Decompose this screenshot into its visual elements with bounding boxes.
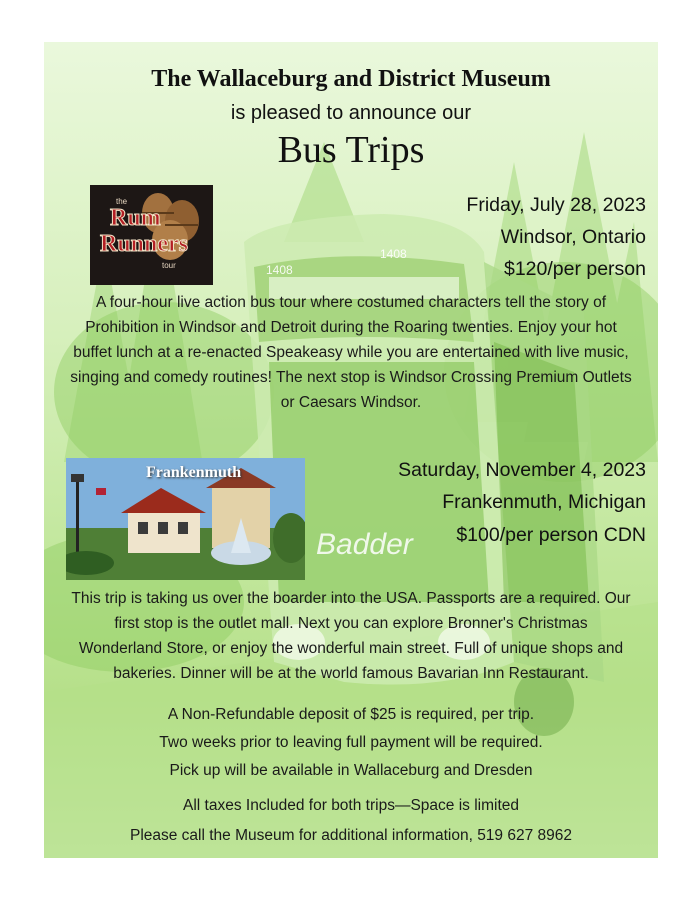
trip1-description-line: buffet lunch at a re-enacted Speakeasy while you are entertained with live music, — [73, 344, 629, 361]
pickup-note: Pick up will be available in Wallaceburg and Dresden — [169, 762, 533, 779]
trip2-place: Frankenmuth, Michigan — [442, 491, 646, 513]
announce-text: is pleased to announce our — [230, 102, 472, 124]
bus-trips-heading: Bus Trips — [277, 129, 425, 171]
frankenmuth-logo-text: Frankenmuth — [146, 464, 242, 481]
trip2-description-line: Wonderland Store, or enjoy the wonderful main street. Full of unique shops and — [78, 640, 624, 657]
trip2-description — [44, 586, 658, 686]
trip2-price: $100/per person CDN — [456, 524, 646, 546]
bus-number-right: 1408 — [380, 247, 407, 261]
trip2-description-line: This trip is taking us over the boarder into the USA. Passports are a required. Our — [71, 590, 631, 607]
bus-number-left: 1408 — [266, 263, 293, 277]
rum-logo-small-text: the — [116, 197, 128, 206]
rum-logo-line1: Rum — [110, 205, 161, 231]
trip2-date: Saturday, November 4, 2023 — [398, 459, 646, 481]
rum-logo-line2: Runners — [100, 231, 189, 257]
bus-brand-text: Badder — [316, 528, 413, 561]
trip1-price: $120/per person — [503, 258, 646, 280]
trip1-description-line: singing and comedy routines! The next stop is Windsor Crossing Premium Outlets — [70, 369, 632, 386]
museum-title: The Wallaceburg and District Museum — [151, 66, 551, 92]
trip1-description-line: A four-hour live action bus tour where costumed characters tell the story of — [95, 294, 607, 311]
taxes-note: All taxes Included for both trips—Space is limited — [183, 797, 519, 814]
deposit-note: A Non-Refundable deposit of $25 is required, per trip. — [167, 706, 535, 723]
frankenmuth-photo — [66, 458, 305, 580]
poster — [44, 42, 658, 858]
rum-runners-logo — [90, 185, 213, 285]
payment-note: Two weeks prior to leaving full payment will be required. — [159, 734, 543, 751]
trip1-date: Friday, July 28, 2023 — [466, 194, 646, 216]
trip1-description — [44, 290, 658, 415]
trip2-description-line: first stop is the outlet mall. Next you can explore Bronner's Christmas — [114, 615, 588, 632]
trip1-description-line: or Caesars Windsor. — [280, 394, 422, 411]
trip1-place: Windsor, Ontario — [500, 226, 646, 248]
trip2-description-line: bakeries. Dinner will be at the world famous Bavarian Inn Restaurant. — [113, 665, 589, 682]
contact-note: Please call the Museum for additional information, 519 627 8962 — [129, 827, 573, 844]
rum-logo-small-text-2: tour — [162, 261, 176, 270]
trip1-description-line: Prohibition in Windsor and Detroit during the Roaring twenties. Enjoy your hot — [85, 319, 617, 336]
